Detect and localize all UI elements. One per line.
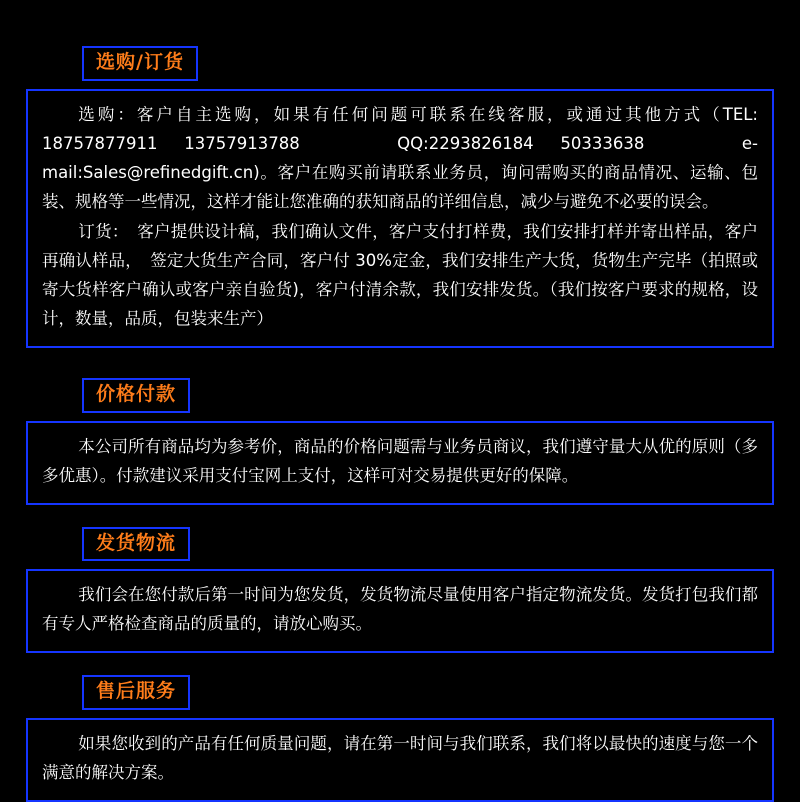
section-title-3: 发货物流: [96, 531, 177, 554]
paragraph-order: 订货： 客户提供设计稿，我们确认文件，客户支付打样费，我们安排打样并寄出样品，客户再确认样品， 签定大货生产合同，客户付 30%定金，我们安排生产大货，货物生产完毕（拍照或寄大货样客户确认或客户亲自验货)，客户付清余款，我们安排发货。（我们按客户要求的规格，设计，数量，品质，包装来生产）: [42, 222, 758, 329]
spacer-2: [26, 505, 774, 527]
section-body-3: [26, 569, 774, 653]
section-body-1: [26, 89, 774, 348]
top-spacer: [26, 0, 774, 46]
section-heading-box-3: [82, 527, 190, 562]
paragraph-selection: 选购：客户自主选购，如果有任何问题可联系在线客服，或通过其他方式（TEL: 18757877911 13757913788 QQ:2293826184 50333638 e-mail:Sales@refinedgift.cn)。客户在购买前请联系业务员，询问需购买的商品情况、运输、包装、规格等一些情况，这样才能让您准确的获知商品的详细信息，减少与避免不必要的误会。: [42, 104, 758, 211]
section-shipping-logistics: [26, 527, 774, 654]
section-heading-box-1: [82, 46, 198, 81]
paragraph-price-payment: 本公司所有商品均为参考价，商品的价格问题需与业务员商议，我们遵守量大从优的原则（多多优惠）。付款建议采用支付宝网上支付，这样可对交易提供更好的保障。: [42, 436, 758, 485]
section-body-2: [26, 421, 774, 505]
paragraph-after-sales: 如果您收到的产品有任何质量问题，请在第一时间与我们联系，我们将以最快的速度与您一个满意的解决方案。: [42, 734, 758, 782]
spacer-1: [26, 348, 774, 378]
section-after-sales: [26, 675, 774, 802]
paragraph-shipping: 我们会在您付款后第一时间为您发货，发货物流尽量使用客户指定物流发货。发货打包我们都有专人严格检查商品的质量的，请放心购买。: [42, 585, 758, 634]
section-body-4: [26, 718, 774, 802]
section-price-payment: [26, 378, 774, 505]
section-heading-box-4: [82, 675, 190, 710]
section-heading-box-2: [82, 378, 190, 413]
section-selection-order: [26, 46, 774, 348]
section-title-2: 价格付款: [96, 382, 177, 405]
section-title-4: 售后服务: [96, 680, 177, 703]
spacer-3: [26, 653, 774, 675]
section-title-1: 选购/订货: [96, 51, 184, 73]
